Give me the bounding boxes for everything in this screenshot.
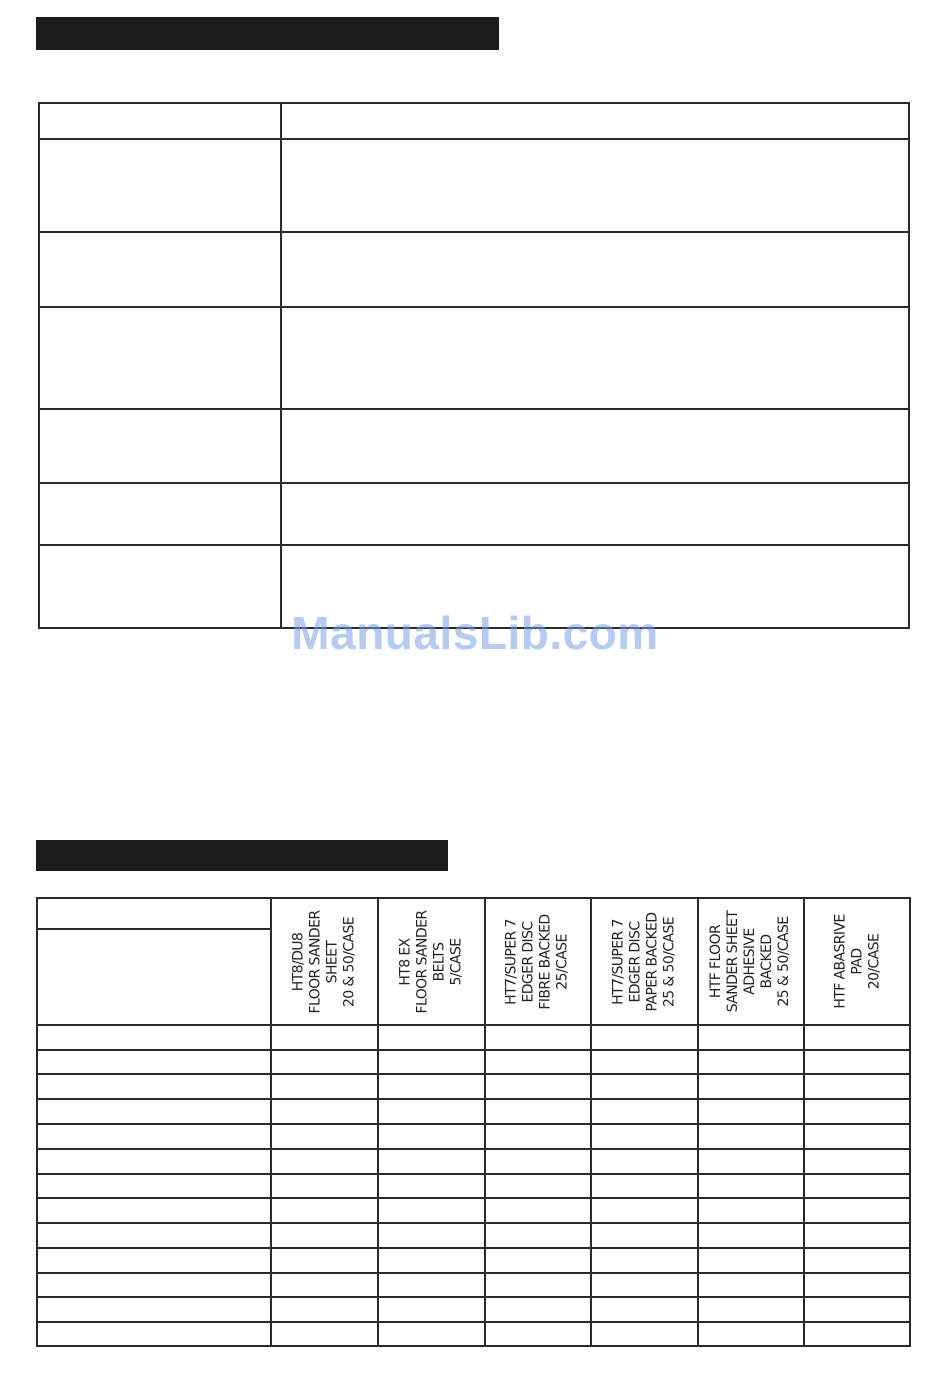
column-header — [486, 899, 590, 1024]
section-header-bar — [36, 840, 448, 871]
row-divider — [40, 544, 908, 546]
column-header-label: HT8 EX FLOOR SANDER BELTS 5/CASE — [397, 910, 465, 1013]
column-header-label: HT7/SUPER 7 EDGER DISC PAPER BACKED 25 & 50/CASE — [610, 912, 678, 1011]
row-divider — [38, 1296, 909, 1298]
column-header-label: HT8/DU8 FLOOR SANDER SHEET 20 & 50/CASE — [290, 910, 358, 1013]
row-divider — [40, 231, 908, 233]
row-divider — [40, 306, 908, 308]
row-divider — [40, 408, 908, 410]
row-divider — [38, 1222, 909, 1224]
row-divider — [40, 138, 908, 140]
column-divider — [280, 104, 282, 627]
specification-table — [38, 102, 910, 629]
row-divider — [38, 928, 270, 930]
column-header-label: HTF ABASRIVE PAD 20/CASE — [832, 914, 883, 1009]
row-divider — [38, 1321, 909, 1323]
row-divider — [38, 1247, 909, 1249]
row-divider — [38, 1049, 909, 1051]
row-divider — [38, 1123, 909, 1125]
row-divider — [40, 482, 908, 484]
section-header-bar — [36, 17, 499, 50]
column-header — [699, 899, 803, 1024]
row-divider — [38, 1272, 909, 1274]
row-divider — [38, 1024, 909, 1026]
abrasives-table — [36, 897, 911, 1347]
row-divider — [38, 1073, 909, 1075]
row-divider — [38, 1148, 909, 1150]
watermark: ManualsLib.com — [291, 607, 659, 659]
column-header-label: HTF FLOOR SANDER SHEET ADHESIVE BACKED 25 & 50/CASE — [708, 910, 793, 1013]
column-header — [379, 899, 484, 1024]
row-divider — [38, 1173, 909, 1175]
row-divider — [38, 1098, 909, 1100]
column-header — [272, 899, 377, 1024]
column-header-label: HT7/SUPER 7 EDGER DISC FIBRE BACKED 25/CASE — [503, 913, 571, 1010]
column-header — [805, 899, 911, 1024]
column-header — [592, 899, 697, 1024]
row-divider — [38, 1197, 909, 1199]
